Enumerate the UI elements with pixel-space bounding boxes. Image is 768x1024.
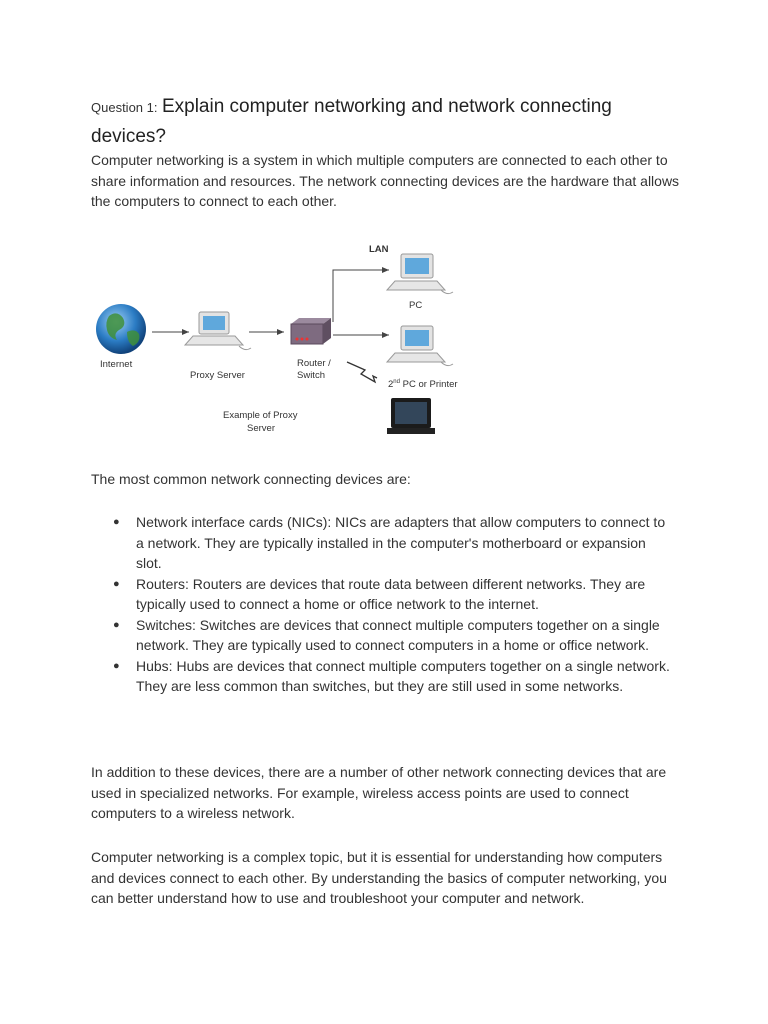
proxy-server-label: Proxy Server (190, 370, 245, 381)
list-item-text: Switches: Switches are devices that connect multiple computers together on a single network. They are typically used to connect computers in a home or office network. (136, 616, 660, 653)
second-pc-label: 2nd PC or Printer (388, 379, 458, 390)
bullet-icon: ● (113, 577, 120, 590)
question-heading (91, 92, 691, 152)
closing-paragraph: Computer networking is a complex topic, but it is essential for understanding how computers and devices connect to each other. By understanding the basics of computer networking, you can better understand how to use and troubleshoot your computer and network. (91, 849, 667, 906)
second-pc-icon (387, 326, 453, 366)
bullet-icon: ● (113, 516, 120, 528)
bullet-icon: ● (113, 659, 120, 672)
diagram-caption-line2: Server (247, 423, 275, 434)
diagram-caption-line1: Example of Proxy (223, 410, 298, 421)
pc-icon (387, 254, 453, 294)
router-label-line1: Router / (297, 358, 331, 369)
list-item-text: Network interface cards (NICs): NICs are adapters that allow computers to connect to a network. They are typically installed in the computer's motherboard or expansion slot. (136, 514, 666, 571)
internet-label: Internet (100, 359, 133, 370)
devices-lead: The most common network connecting devices are: (91, 471, 411, 487)
lan-label: LAN (369, 244, 389, 255)
question-label: Question 1: (91, 100, 158, 115)
pc-label: PC (409, 300, 423, 311)
list-item-text: Routers: Routers are devices that route data between different networks. They are typically used to connect a home or office network to the internet. (136, 575, 646, 612)
proxy-server-icon (185, 312, 251, 350)
list-item (91, 656, 671, 697)
devices-list (91, 512, 671, 697)
router-switch-icon (291, 318, 331, 344)
list-item (91, 574, 671, 615)
bullet-icon: ● (113, 618, 120, 631)
question-title: Explain computer networking and network connecting devices? (91, 96, 612, 147)
laptop-icon (387, 398, 435, 434)
extra-paragraph: In addition to these devices, there are a number of other network connecting devices that are used in specialized networks. For example, wireless access points are used to connect computers to a wireless network. (91, 764, 667, 821)
list-item (91, 615, 671, 656)
wireless-link-icon (347, 362, 377, 382)
list-item-text: Hubs: Hubs are devices that connect multiple computers together on a single network. They are less common than switches, but they are still used in some networks. (136, 657, 670, 694)
proxy-server-diagram (91, 232, 481, 442)
list-item (91, 512, 671, 574)
intro-paragraph: Computer networking is a system in which multiple computers are connected to each other to share information and resources. The network connecting devices are the hardware that allows the computers to connect to each other. (91, 152, 680, 209)
router-label-line2: Switch (297, 370, 325, 381)
arrow-router-to-pc (333, 270, 389, 322)
internet-globe-icon (96, 304, 146, 354)
